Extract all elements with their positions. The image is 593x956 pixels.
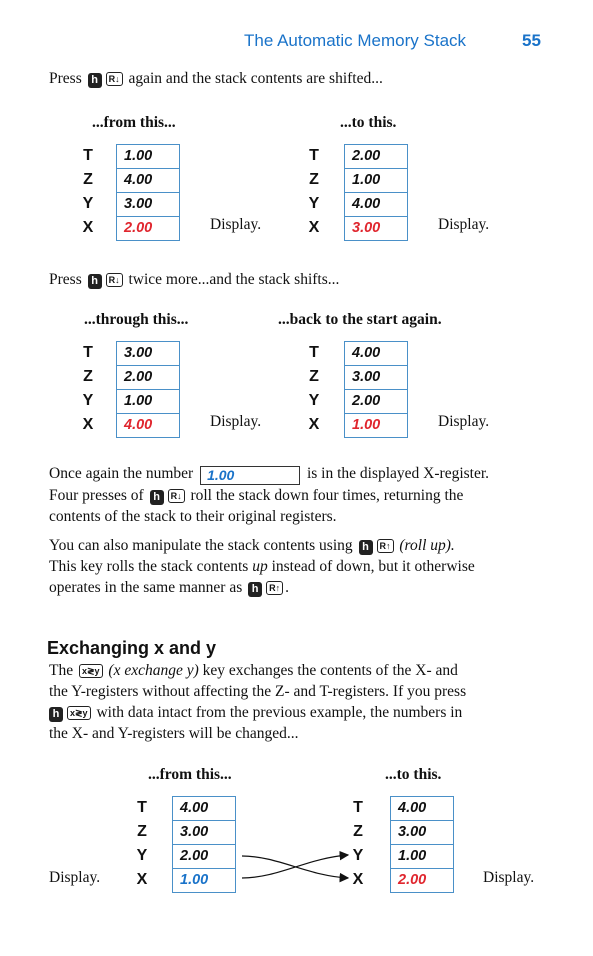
roll-down-key-icon: R↓	[106, 273, 123, 287]
stack-cell-t: 2.00	[352, 148, 381, 164]
section-title: Exchanging x and y	[47, 638, 217, 658]
block2-left-heading: ...through this...	[84, 311, 189, 328]
label-t: T	[83, 344, 93, 361]
display-label: Display.	[483, 869, 535, 886]
line	[49, 463, 559, 485]
text: (roll up).	[399, 537, 455, 554]
text: You can also manipulate the stack contents using	[49, 537, 353, 554]
display-value-box: 1.00	[200, 466, 300, 485]
line	[49, 702, 559, 723]
label-z: Z	[83, 171, 93, 188]
block3-left-labels	[132, 796, 152, 892]
line	[49, 556, 559, 577]
block1-left-labels	[78, 144, 98, 240]
text: Press	[49, 271, 82, 288]
stack-cell-x: 3.00	[345, 216, 407, 240]
stack-cell-z: 3.00	[345, 365, 407, 389]
stack-cell-z: 1.00	[345, 168, 407, 192]
block2-left-stack	[116, 341, 180, 438]
x-exchange-y-key-icon: x≷y	[67, 706, 91, 720]
label-t: T	[309, 147, 319, 164]
label-z: Z	[353, 823, 363, 840]
block2-right-stack	[344, 341, 408, 438]
line	[49, 485, 559, 506]
label-y: Y	[352, 847, 364, 864]
text: is in the displayed X-register.	[306, 465, 490, 482]
page-number: 55	[522, 31, 541, 50]
block1-left-heading: ...from this...	[92, 114, 176, 131]
line: the X- and Y-registers will be changed...	[49, 725, 299, 742]
line: the Y-registers without affecting the Z- and T-registers. If you press	[49, 683, 467, 700]
text: Press	[49, 70, 82, 87]
text: instead of down, but it otherwise	[271, 558, 475, 575]
text: with data intact from the previous example, the numbers in	[96, 704, 463, 721]
label-x: X	[308, 416, 320, 433]
exchange-arrows	[238, 844, 352, 884]
block1-right-heading: ...to this.	[340, 114, 397, 131]
label-t: T	[309, 344, 319, 361]
line	[49, 660, 559, 681]
label-y: Y	[308, 392, 320, 409]
block1-right-stack	[344, 144, 408, 241]
block3-left-stack	[172, 796, 236, 893]
x-exchange-y-key-icon: x≷y	[79, 664, 103, 678]
block2-right-labels	[304, 341, 324, 437]
label-z: Z	[137, 823, 147, 840]
stack-cell-x: 4.00	[117, 413, 179, 437]
stack-cell-x: 2.00	[117, 216, 179, 240]
h-key-icon: h	[248, 582, 262, 597]
stack-cell-y: 4.00	[345, 192, 407, 216]
paragraph-once-again	[49, 463, 559, 527]
h-key-icon: h	[88, 274, 102, 289]
roll-up-key-icon: R↑	[377, 539, 394, 553]
stack-cell-x: 2.00	[391, 868, 453, 892]
stack-cell-z: 3.00	[391, 820, 453, 844]
label-y: Y	[82, 392, 94, 409]
block3-right-heading: ...to this.	[385, 766, 442, 783]
label-t: T	[83, 147, 93, 164]
label-t: T	[137, 799, 147, 816]
text: The	[49, 662, 74, 679]
stack-cell-y: 1.00	[391, 844, 453, 868]
block3-left-heading: ...from this...	[148, 766, 232, 783]
h-key-icon: h	[88, 73, 102, 88]
text: again and the stack contents are shifted...	[128, 70, 383, 87]
line	[49, 535, 559, 556]
stack-cell-z: 4.00	[117, 168, 179, 192]
display-label: Display.	[438, 413, 490, 430]
label-x: X	[82, 416, 94, 433]
display-label: Display.	[438, 216, 490, 233]
stack-cell-t: 4.00	[180, 800, 209, 816]
stack-cell-t: 3.00	[124, 345, 153, 361]
label-x: X	[308, 219, 320, 236]
display-label: Display.	[49, 869, 101, 886]
line: operates in the same manner as h R↑ .	[49, 579, 289, 596]
text: Once again the number	[49, 465, 194, 482]
label-y: Y	[82, 195, 94, 212]
roll-up-key-icon: R↑	[266, 581, 283, 595]
label-y: Y	[136, 847, 148, 864]
paragraph-exchange	[49, 660, 559, 744]
stack-cell-y: 2.00	[345, 389, 407, 413]
h-key-icon: h	[150, 490, 164, 505]
h-key-icon: h	[359, 540, 373, 555]
emphasis-up: up	[252, 558, 268, 575]
text: (x exchange y)	[108, 662, 199, 679]
stack-cell-t: 4.00	[352, 345, 381, 361]
roll-down-key-icon: R↓	[106, 72, 123, 86]
stack-cell-x: 1.00	[345, 413, 407, 437]
paragraph-press-twice	[49, 269, 339, 290]
display-label: Display.	[210, 413, 262, 430]
stack-cell-t: 4.00	[398, 800, 427, 816]
stack-cell-x: 1.00	[173, 868, 235, 892]
label-z: Z	[83, 368, 93, 385]
label-x: X	[82, 219, 94, 236]
text: Four presses of	[49, 487, 144, 504]
running-header: The Automatic Memory Stack	[244, 31, 467, 50]
block1-left-stack	[116, 144, 180, 241]
block2-left-labels	[78, 341, 98, 437]
label-z: Z	[309, 171, 319, 188]
stack-cell-t: 1.00	[124, 148, 153, 164]
text: twice more...and the stack shifts...	[128, 271, 340, 288]
paragraph-roll-up	[49, 535, 559, 598]
stack-cell-y: 1.00	[117, 389, 179, 413]
block3-right-stack	[390, 796, 454, 893]
stack-cell-z: 3.00	[173, 820, 235, 844]
label-x: X	[352, 871, 364, 888]
stack-cell-y: 2.00	[173, 844, 235, 868]
block1-right-labels	[304, 144, 324, 240]
text: This key rolls the stack contents	[49, 558, 249, 575]
label-x: X	[136, 871, 148, 888]
stack-cell-z: 2.00	[117, 365, 179, 389]
roll-down-key-icon: R↓	[168, 489, 185, 503]
block2-right-heading: ...back to the start again.	[278, 311, 442, 328]
h-key-icon: h	[49, 707, 63, 722]
text: operates in the same manner as	[49, 579, 243, 596]
paragraph-press-again	[49, 68, 383, 89]
text: roll the stack down four times, returning the	[190, 487, 464, 504]
display-label: Display.	[210, 216, 262, 233]
line: contents of the stack to their original registers.	[49, 508, 337, 525]
text: key exchanges the contents of the X- and	[202, 662, 458, 679]
label-y: Y	[308, 195, 320, 212]
stack-cell-y: 3.00	[117, 192, 179, 216]
label-t: T	[353, 799, 363, 816]
label-z: Z	[309, 368, 319, 385]
